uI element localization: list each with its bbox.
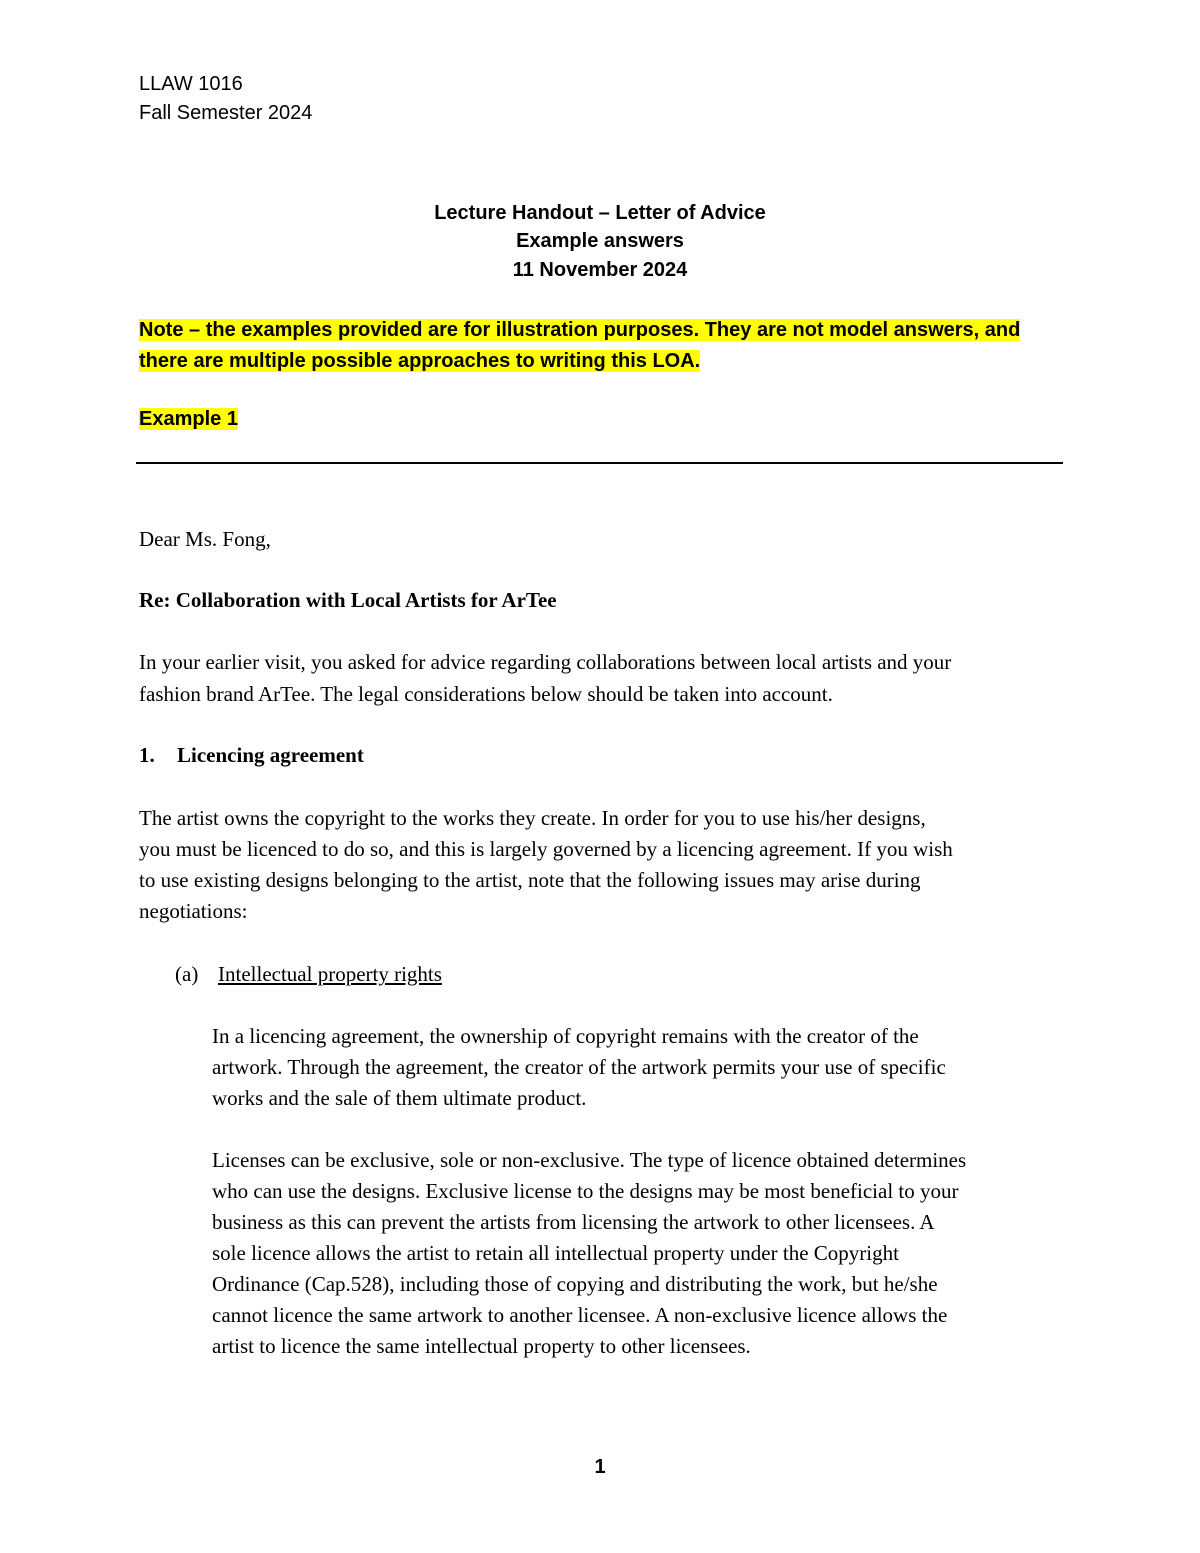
subsection-paragraph-line: In a licencing agreement, the ownership of copyright remains with the creator of the — [212, 1024, 919, 1048]
course-code: LLAW 1016 — [139, 73, 243, 95]
note-line-2 — [139, 350, 700, 373]
handout-subtitle: Example answers — [516, 230, 684, 252]
subsection-marker: (a) — [175, 962, 199, 986]
letter-subject-line: Re: Collaboration with Local Artists for ArTee — [139, 588, 557, 612]
subsection-title: Intellectual property rights — [218, 962, 442, 986]
note-line-1 — [139, 319, 1020, 342]
subsection-paragraph-line: sole licence allows the artist to retain all intellectual property under the Copyright — [212, 1241, 899, 1265]
subsection-paragraph-line: cannot licence the same artwork to another licensee. A non-exclusive licence allows the — [212, 1303, 948, 1327]
note-text-1: – the examples provided are for illustration purposes. They are not model answers, and — [183, 319, 1021, 341]
handout-title: Lecture Handout – Letter of Advice — [434, 202, 766, 224]
subsection-paragraph-line: artwork. Through the agreement, the creator of the artwork permits your use of specific — [212, 1055, 946, 1079]
section-paragraph-line: The artist owns the copyright to the works they create. In order for you to use his/her designs, — [139, 806, 926, 830]
intro-line: In your earlier visit, you asked for advice regarding collaborations between local artists and your — [139, 650, 952, 674]
example-label-text: Example 1 — [139, 408, 238, 430]
subsection-paragraph-line: business as this can prevent the artists from licensing the artwork to other licensees. A — [212, 1210, 935, 1234]
subsection-paragraph-line: artist to licence the same intellectual property to other licensees. — [212, 1334, 751, 1358]
horizontal-divider — [136, 462, 1063, 464]
example-label — [139, 408, 238, 431]
subsection-paragraph-line: Licenses can be exclusive, sole or non-exclusive. The type of licence obtained determines — [212, 1148, 967, 1172]
intro-line: fashion brand ArTee. The legal considerations below should be taken into account. — [139, 682, 833, 706]
note-text-2: there are multiple possible approaches to writing this LOA. — [139, 350, 701, 372]
handout-date: 11 November 2024 — [512, 259, 688, 281]
semester-label: Fall Semester 2024 — [139, 102, 313, 124]
subsection-paragraph-line: Ordinance (Cap.528), including those of copying and distributing the work, but he/she — [212, 1272, 938, 1296]
note-label: Note — [139, 319, 184, 341]
section-paragraph-line: to use existing designs belonging to the artist, note that the following issues may arise during — [139, 868, 921, 892]
letter-salutation: Dear Ms. Fong, — [139, 527, 271, 551]
subsection-paragraph-line: who can use the designs. Exclusive license to the designs may be most beneficial to your — [212, 1179, 959, 1203]
section-number: 1. — [139, 743, 155, 767]
subsection-paragraph-line: works and the sale of them ultimate product. — [212, 1086, 587, 1110]
section-paragraph-line: you must be licenced to do so, and this is largely governed by a licencing agreement. If you wish — [139, 837, 953, 861]
section-paragraph-line: negotiations: — [139, 899, 248, 923]
section-title: Licencing agreement — [177, 743, 364, 767]
page-number: 1 — [594, 1456, 606, 1478]
